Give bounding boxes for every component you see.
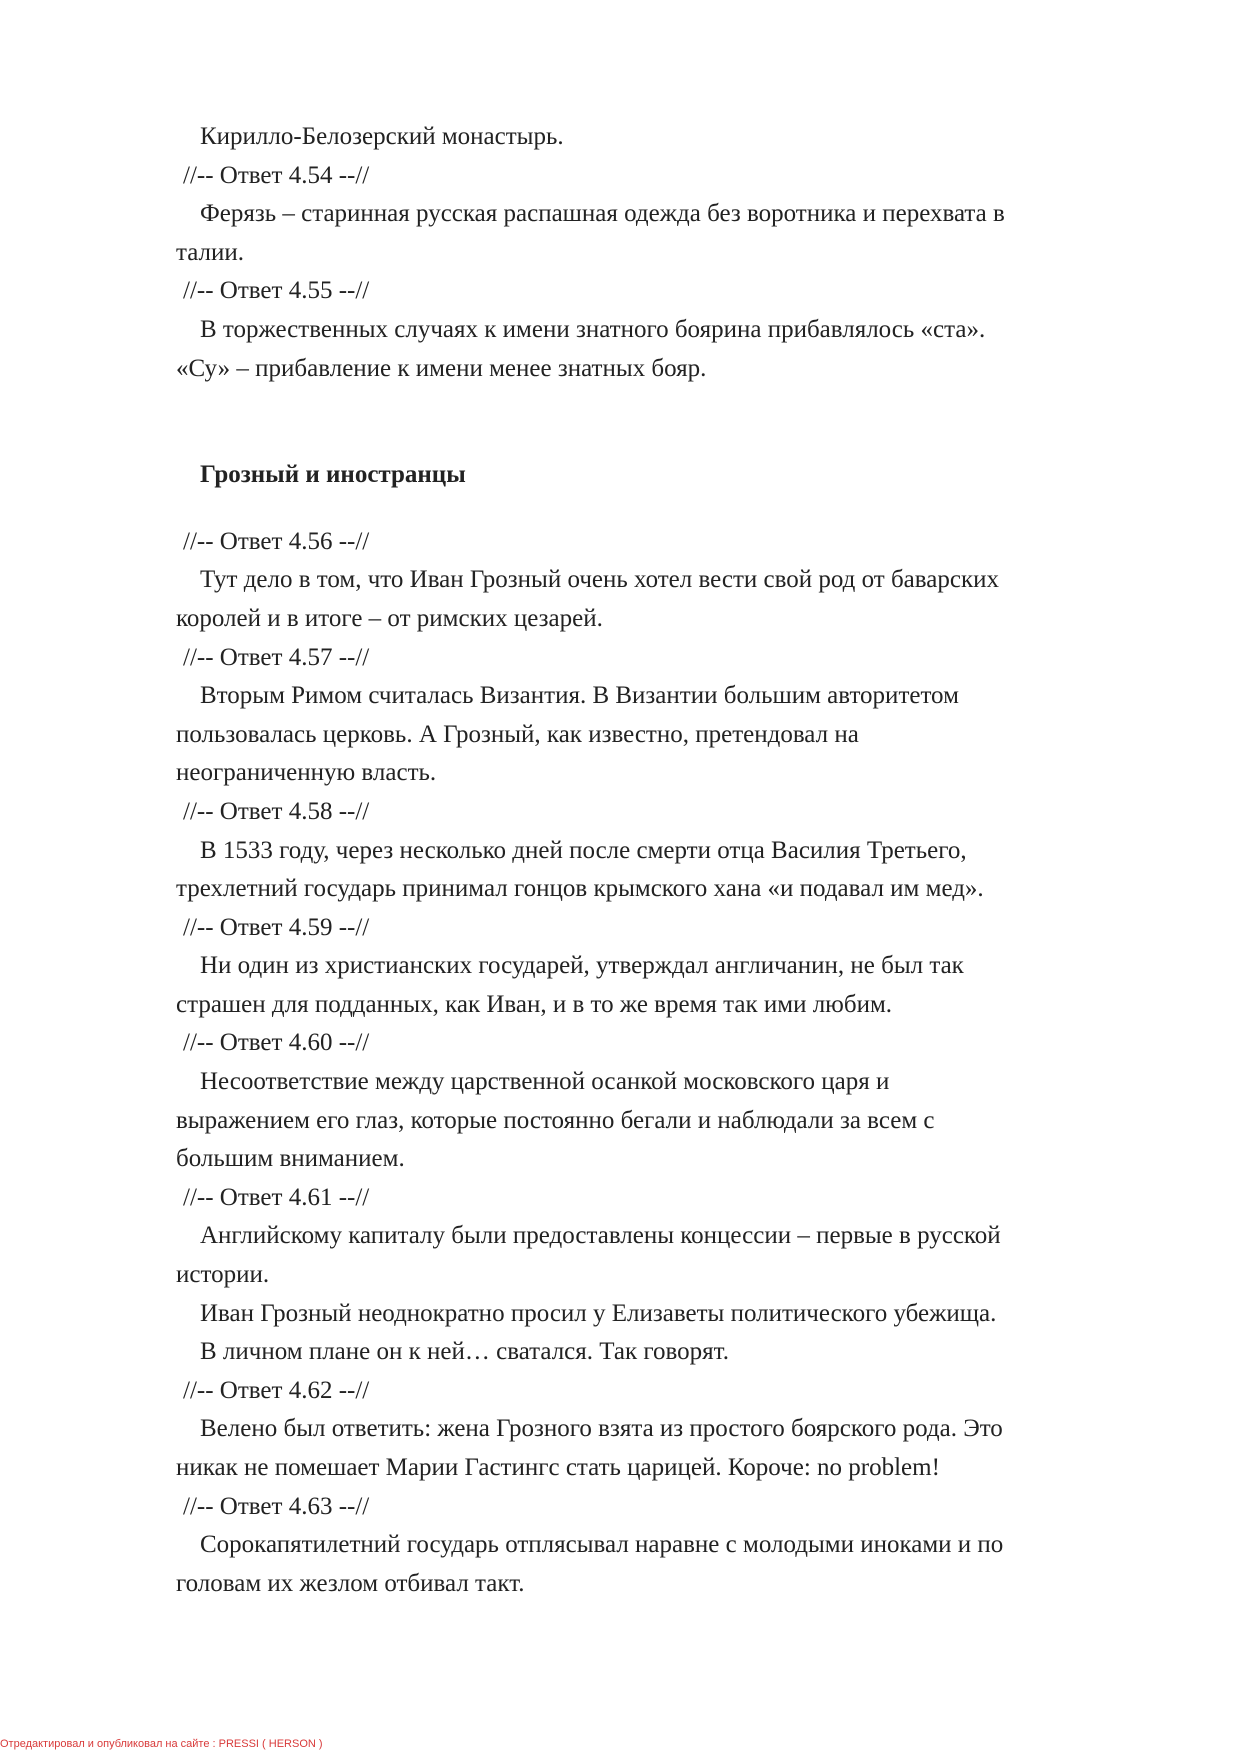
- paragraph-continuation: пользовалась церковь. А Грозный, как известно, претендовал на: [176, 720, 859, 748]
- answer-marker: //-- Ответ 4.57 --//: [183, 643, 370, 671]
- paragraph-continuation: истории.: [176, 1261, 270, 1289]
- paragraph-line: Иван Грозный неоднократно просил у Елизаветы политического убежища.: [200, 1299, 997, 1327]
- paragraph-continuation: неограниченную власть.: [176, 759, 437, 787]
- answer-marker: //-- Ответ 4.55 --//: [183, 277, 370, 305]
- answer-marker: //-- Ответ 4.54 --//: [183, 161, 370, 189]
- footer-credit: Отредактировал и опубликовал на сайте : PRESSI ( HERSON ): [0, 1738, 323, 1750]
- paragraph-continuation: талии.: [176, 238, 245, 266]
- paragraph-continuation: «Су» – прибавление к имени менее знатных бояр.: [176, 354, 707, 382]
- paragraph-line: В 1533 году, через несколько дней после смерти отца Василия Третьего,: [200, 836, 967, 864]
- answer-marker: //-- Ответ 4.62 --//: [183, 1376, 370, 1404]
- paragraph-line: Ни один из христианских государей, утверждал англичанин, не был так: [200, 952, 964, 980]
- text-block-top: [176, 118, 1142, 388]
- paragraph-continuation: головам их жезлом отбивал такт.: [176, 1569, 525, 1597]
- paragraph-line: Сорокапятилетний государь отплясывал наравне с молодыми иноками и по: [200, 1531, 1004, 1559]
- section-gap: [176, 388, 1142, 456]
- paragraph-continuation: выражением его глаз, которые постоянно бегали и наблюдали за всем с: [176, 1106, 935, 1134]
- paragraph-continuation: никак не помешает Марии Гастингс стать царицей. Короче: no problem!: [176, 1454, 940, 1481]
- paragraph-continuation: большим вниманием.: [176, 1145, 405, 1173]
- paragraph-continuation: страшен для подданных, как Иван, и в то же время так ими любим.: [176, 990, 893, 1018]
- answer-marker: //-- Ответ 4.58 --//: [183, 797, 370, 825]
- paragraph-line: Велено был ответить: жена Грозного взята из простого боярского рода. Это: [200, 1415, 1003, 1443]
- paragraph-line: Несоответствие между царственной осанкой московского царя и: [200, 1068, 890, 1096]
- text-block-bottom: [176, 523, 1142, 1604]
- paragraph-line: Вторым Римом считалась Византия. В Византии большим авторитетом: [200, 682, 959, 710]
- section-heading: Грозный и иностранцы: [200, 461, 466, 489]
- paragraph-line: Английскому капиталу были предоставлены концессии – первые в русской: [200, 1222, 1001, 1250]
- document-body: [176, 118, 1142, 1603]
- paragraph-continuation: трехлетний государь принимал гонцов крымского хана «и подавал им мед».: [176, 875, 984, 903]
- paragraph-line: В личном плане он к ней… сватался. Так говорят.: [200, 1338, 729, 1366]
- answer-marker: //-- Ответ 4.61 --//: [183, 1183, 370, 1211]
- paragraph-line: В торжественных случаях к имени знатного боярина прибавлялось «ста».: [200, 315, 986, 343]
- answer-marker: //-- Ответ 4.59 --//: [183, 913, 370, 941]
- answer-marker: //-- Ответ 4.60 --//: [183, 1029, 370, 1057]
- answer-marker: //-- Ответ 4.63 --//: [183, 1492, 370, 1520]
- paragraph-line: Ферязь – старинная русская распашная одежда без воротника и перехвата в: [200, 200, 1005, 228]
- paragraph-continuation: королей и в итоге – от римских цезарей.: [176, 604, 603, 632]
- answer-marker: //-- Ответ 4.56 --//: [183, 527, 370, 555]
- paragraph-line: Кирилло-Белозерский монастырь.: [200, 123, 564, 150]
- section-gap: [176, 495, 1142, 523]
- paragraph-line: Тут дело в том, что Иван Грозный очень хотел вести свой род от баварских: [200, 566, 999, 594]
